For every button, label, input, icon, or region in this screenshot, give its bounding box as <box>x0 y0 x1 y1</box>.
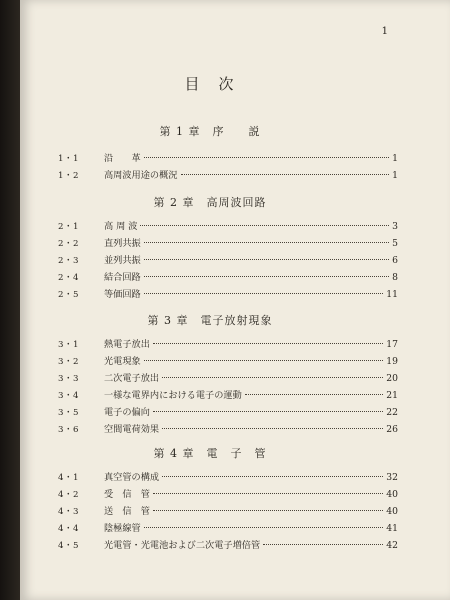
toc-entry <box>58 520 398 534</box>
leader-dots <box>162 377 383 378</box>
toc-entry <box>58 269 398 283</box>
leader-dots <box>162 428 383 429</box>
toc-entry <box>58 252 398 266</box>
book-gutter <box>0 0 20 600</box>
section-page: 1 <box>392 170 398 181</box>
leader-dots <box>144 360 384 361</box>
section-number: 3・6 <box>58 425 80 435</box>
section-page: 8 <box>392 272 398 283</box>
section-page: 32 <box>386 472 398 483</box>
section-title: 直列共振 <box>104 238 141 249</box>
toc-entry <box>58 387 398 401</box>
section-page: 5 <box>392 238 398 249</box>
leader-dots <box>144 527 384 528</box>
leader-dots <box>162 476 383 477</box>
toc-title: 目 次 <box>184 75 236 93</box>
toc-entry <box>58 167 398 181</box>
section-title: 結合回路 <box>104 272 141 283</box>
section-title: 並列共振 <box>104 255 141 266</box>
section-title: 送 信 管 <box>104 506 150 517</box>
section-page: 1 <box>392 153 398 164</box>
section-page: 41 <box>386 523 398 534</box>
section-number: 2・2 <box>58 239 80 249</box>
toc-entry <box>58 421 398 435</box>
section-title: 等価回路 <box>104 289 141 300</box>
leader-dots <box>144 293 384 294</box>
section-page: 20 <box>386 373 398 384</box>
chapter-heading: 第 2 章 高周波回路 <box>153 196 267 209</box>
leader-dots <box>153 510 383 511</box>
toc-entry <box>58 404 398 418</box>
book-page <box>20 0 450 600</box>
toc-entry <box>58 336 398 350</box>
section-number: 3・4 <box>58 391 80 401</box>
section-page: 26 <box>386 424 398 435</box>
section-page: 40 <box>386 489 398 500</box>
leader-dots <box>153 493 383 494</box>
section-title: 陰極線管 <box>104 523 141 534</box>
section-number: 1・2 <box>58 171 80 181</box>
section-number: 2・1 <box>58 222 80 232</box>
toc-entry <box>58 537 398 551</box>
section-number: 3・5 <box>58 408 80 418</box>
section-title: 熱電子放出 <box>104 339 150 350</box>
section-title: 光電現象 <box>104 356 141 367</box>
toc-entry <box>58 469 398 483</box>
toc-entry <box>58 150 398 164</box>
section-number: 3・2 <box>58 357 80 367</box>
section-number: 2・5 <box>58 290 80 300</box>
section-number: 4・4 <box>58 524 80 534</box>
chapter-heading: 第 1 章 序 説 <box>159 125 261 138</box>
section-title: 空間電荷効果 <box>104 424 160 435</box>
toc-entry <box>58 218 398 232</box>
section-number: 4・5 <box>58 541 80 551</box>
section-number: 1・1 <box>58 154 80 164</box>
leader-dots <box>153 343 383 344</box>
section-title: 高 周 波 <box>104 221 138 232</box>
section-page: 42 <box>386 540 398 551</box>
section-title: 受 信 管 <box>104 489 150 500</box>
section-title: 沿 革 <box>104 153 141 164</box>
leader-dots <box>144 259 389 260</box>
section-title: 高周波用途の概況 <box>104 170 178 181</box>
leader-dots <box>144 276 389 277</box>
toc-entry <box>58 486 398 500</box>
section-title: 二次電子放出 <box>104 373 160 384</box>
section-page: 19 <box>386 356 398 367</box>
section-number: 3・1 <box>58 340 80 350</box>
section-title: 一様な電界内における電子の運動 <box>104 390 242 401</box>
leader-dots <box>144 242 389 243</box>
chapter-heading: 第 3 章 電子放射現象 <box>147 314 273 327</box>
section-number: 4・3 <box>58 507 80 517</box>
section-title: 光電管・光電池および二次電子増倍管 <box>104 540 261 551</box>
leader-dots <box>140 225 389 226</box>
section-page: 11 <box>386 289 398 300</box>
toc-entry <box>58 235 398 249</box>
leader-dots <box>144 157 389 158</box>
section-title: 真空管の構成 <box>104 472 160 483</box>
toc-entry <box>58 353 398 367</box>
page-number: 1 <box>381 26 388 37</box>
toc-entry <box>58 286 398 300</box>
section-number: 4・1 <box>58 473 80 483</box>
section-number: 2・3 <box>58 256 80 266</box>
section-page: 40 <box>386 506 398 517</box>
toc-entry <box>58 370 398 384</box>
section-page: 22 <box>386 407 398 418</box>
section-page: 3 <box>392 221 398 232</box>
section-page: 6 <box>392 255 398 266</box>
chapter-heading: 第 4 章 電 子 管 <box>153 447 267 460</box>
section-page: 21 <box>386 390 398 401</box>
toc-entry <box>58 503 398 517</box>
leader-dots <box>263 544 383 545</box>
leader-dots <box>245 394 383 395</box>
leader-dots <box>181 174 390 175</box>
section-title: 電子の偏向 <box>104 407 150 418</box>
section-number: 3・3 <box>58 374 80 384</box>
section-number: 4・2 <box>58 490 80 500</box>
section-page: 17 <box>386 339 398 350</box>
section-number: 2・4 <box>58 273 80 283</box>
leader-dots <box>153 411 383 412</box>
